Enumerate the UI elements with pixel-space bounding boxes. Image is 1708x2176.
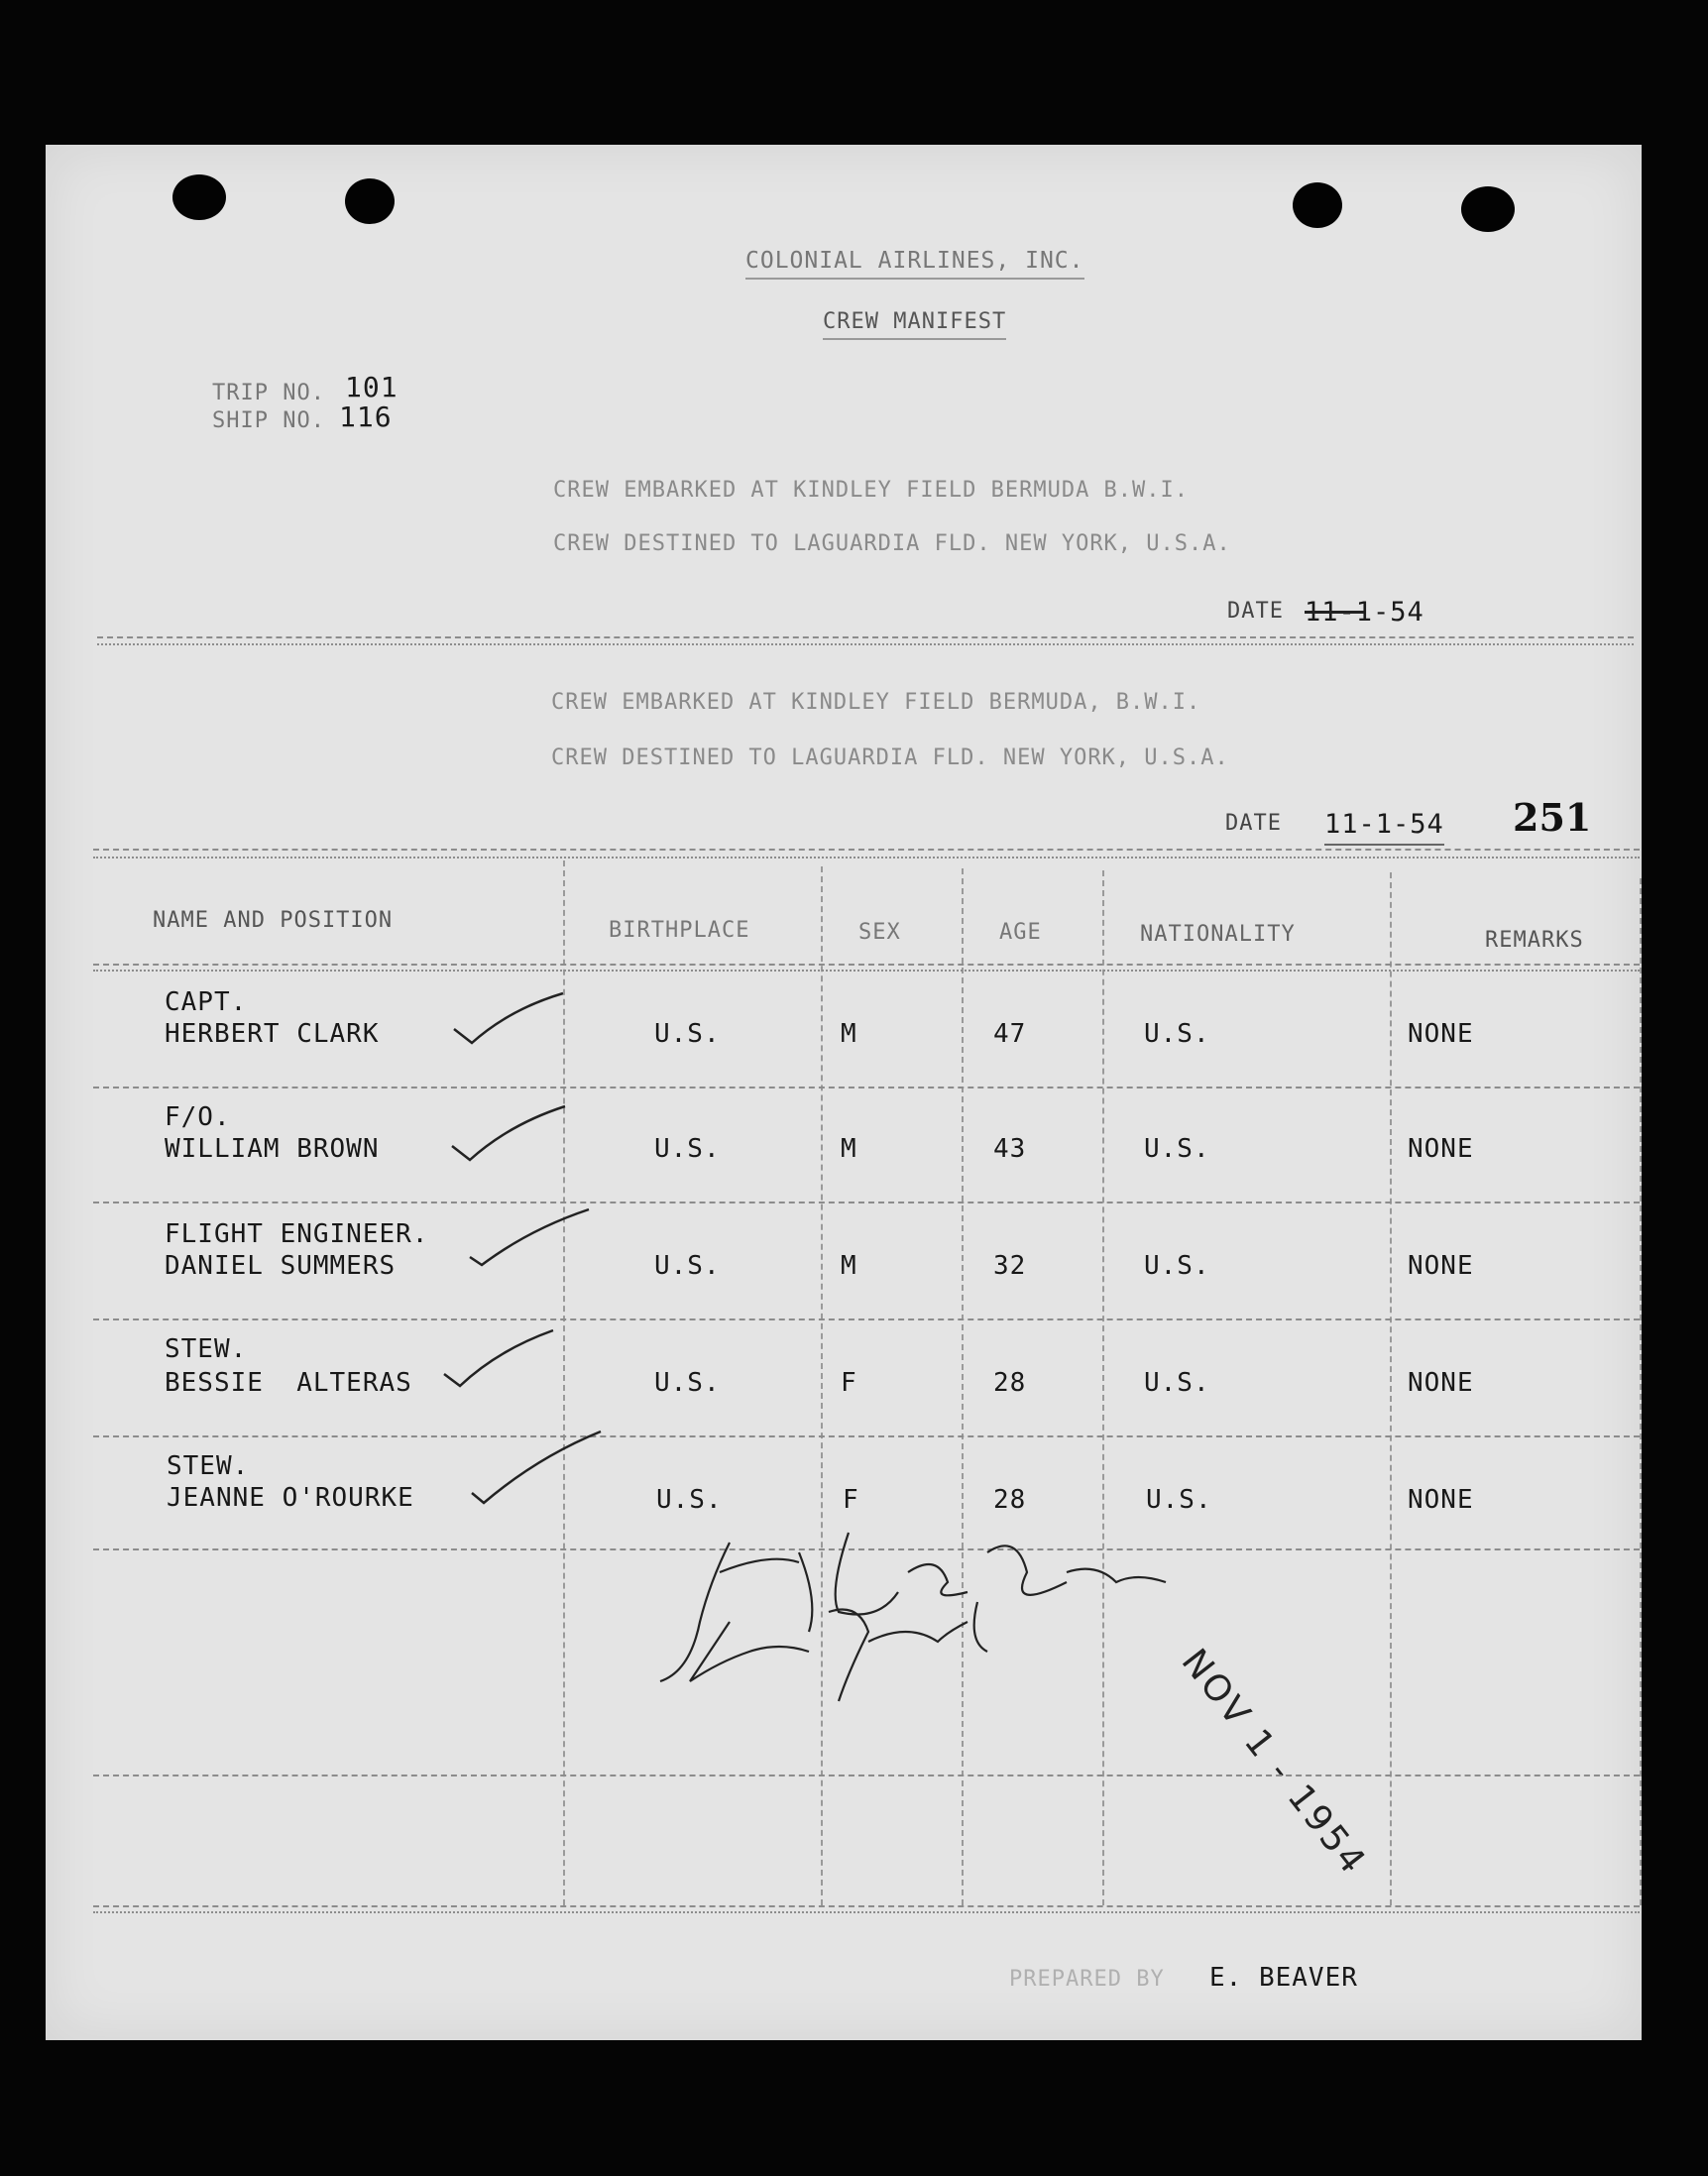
- checkmark-icon: [440, 1326, 559, 1390]
- prepared-by-label: PREPARED BY: [1009, 1967, 1165, 1992]
- ship-number: 116: [339, 401, 393, 433]
- checkmark-icon: [468, 1428, 607, 1507]
- crew-sex: F: [841, 1368, 857, 1398]
- crew-age: 47: [993, 1019, 1027, 1049]
- row-divider: [93, 1905, 1640, 1907]
- crew-sex: M: [841, 1134, 857, 1164]
- column-header-birthplace: BIRTHPLACE: [609, 918, 750, 943]
- crew-sex: M: [841, 1019, 857, 1049]
- date-stamp: NOV 1 - 1954: [1173, 1642, 1375, 1884]
- crew-age: 28: [993, 1368, 1027, 1398]
- date-value-2: 11-1-54: [1324, 809, 1444, 846]
- document-title: CREW MANIFEST: [823, 309, 1006, 340]
- crew-position: STEW.: [167, 1451, 250, 1481]
- ship-label: SHIP NO.: [212, 408, 325, 433]
- divider: [97, 636, 1634, 638]
- punch-hole: [172, 174, 226, 220]
- crew-position: FLIGHT ENGINEER.: [165, 1219, 429, 1249]
- crew-nationality: U.S.: [1146, 1485, 1212, 1515]
- crew-birthplace: U.S.: [654, 1019, 721, 1049]
- column-header-nationality: NATIONALITY: [1140, 922, 1296, 947]
- crew-remarks: NONE: [1408, 1368, 1474, 1398]
- column-divider: [962, 868, 964, 1905]
- crew-sex: F: [843, 1485, 859, 1515]
- column-divider: [1102, 870, 1104, 1905]
- destined-line-1: CREW DESTINED TO LAGUARDIA FLD. NEW YORK, U.S.A.: [553, 531, 1231, 556]
- divider: [93, 857, 1640, 859]
- column-header-sex: SEX: [858, 920, 901, 945]
- crew-name: WILLIAM BROWN: [165, 1134, 380, 1164]
- punch-hole: [1293, 182, 1342, 228]
- row-divider: [93, 1087, 1640, 1088]
- manifest-page: [46, 145, 1642, 2040]
- checkmark-icon: [450, 989, 569, 1049]
- date-label-2: DATE: [1225, 811, 1282, 836]
- crew-age: 28: [993, 1485, 1027, 1515]
- crew-sex: M: [841, 1251, 857, 1281]
- crew-age: 43: [993, 1134, 1027, 1164]
- column-divider: [1640, 878, 1642, 1905]
- crew-position: STEW.: [165, 1334, 248, 1364]
- page-number: 251: [1513, 795, 1592, 840]
- divider: [97, 643, 1634, 645]
- date-value-1: 11-1-54: [1305, 597, 1424, 628]
- crew-nationality: U.S.: [1144, 1368, 1210, 1398]
- row-divider: [93, 970, 1640, 972]
- checkmark-icon: [466, 1205, 595, 1269]
- date-strikeout: [1305, 611, 1364, 614]
- column-header-age: AGE: [999, 920, 1042, 945]
- crew-name: HERBERT CLARK: [165, 1019, 380, 1049]
- divider: [93, 849, 1640, 851]
- crew-age: 32: [993, 1251, 1027, 1281]
- prepared-by-name: E. BEAVER: [1209, 1963, 1358, 1993]
- row-divider: [93, 964, 1640, 966]
- punch-hole: [1461, 186, 1515, 232]
- embarked-line-2: CREW EMBARKED AT KINDLEY FIELD BERMUDA, B.W.I.: [551, 690, 1201, 715]
- row-divider: [93, 1435, 1640, 1437]
- crew-nationality: U.S.: [1144, 1134, 1210, 1164]
- crew-birthplace: U.S.: [654, 1251, 721, 1281]
- crew-remarks: NONE: [1408, 1251, 1474, 1281]
- crew-birthplace: U.S.: [654, 1368, 721, 1398]
- crew-birthplace: U.S.: [656, 1485, 723, 1515]
- checkmark-icon: [448, 1102, 571, 1164]
- crew-position: F/O.: [165, 1102, 231, 1132]
- crew-nationality: U.S.: [1144, 1019, 1210, 1049]
- column-divider: [821, 866, 823, 1905]
- punch-hole: [345, 178, 395, 224]
- embarked-line-1: CREW EMBARKED AT KINDLEY FIELD BERMUDA B.W.I.: [553, 478, 1190, 503]
- row-divider: [93, 1775, 1640, 1776]
- date-label-1: DATE: [1227, 599, 1284, 624]
- company-name: COLONIAL AIRLINES, INC.: [745, 248, 1084, 280]
- column-header-name: NAME AND POSITION: [153, 908, 394, 933]
- crew-position: CAPT.: [165, 987, 248, 1017]
- trip-label: TRIP NO.: [212, 381, 325, 405]
- crew-remarks: NONE: [1408, 1019, 1474, 1049]
- trip-number: 101: [345, 371, 399, 403]
- crew-birthplace: U.S.: [654, 1134, 721, 1164]
- column-header-remarks: REMARKS: [1485, 928, 1584, 953]
- crew-remarks: NONE: [1408, 1485, 1474, 1515]
- crew-name: DANIEL SUMMERS: [165, 1251, 397, 1281]
- signature-image: [650, 1513, 1245, 1711]
- crew-name: JEANNE O'ROURKE: [167, 1483, 414, 1513]
- crew-remarks: NONE: [1408, 1134, 1474, 1164]
- row-divider: [93, 1202, 1640, 1203]
- row-divider: [93, 1911, 1640, 1913]
- row-divider: [93, 1318, 1640, 1320]
- crew-name: BESSIE ALTERAS: [165, 1368, 412, 1398]
- destined-line-2: CREW DESTINED TO LAGUARDIA FLD. NEW YORK, U.S.A.: [551, 745, 1229, 770]
- column-divider: [1390, 872, 1392, 1905]
- crew-nationality: U.S.: [1144, 1251, 1210, 1281]
